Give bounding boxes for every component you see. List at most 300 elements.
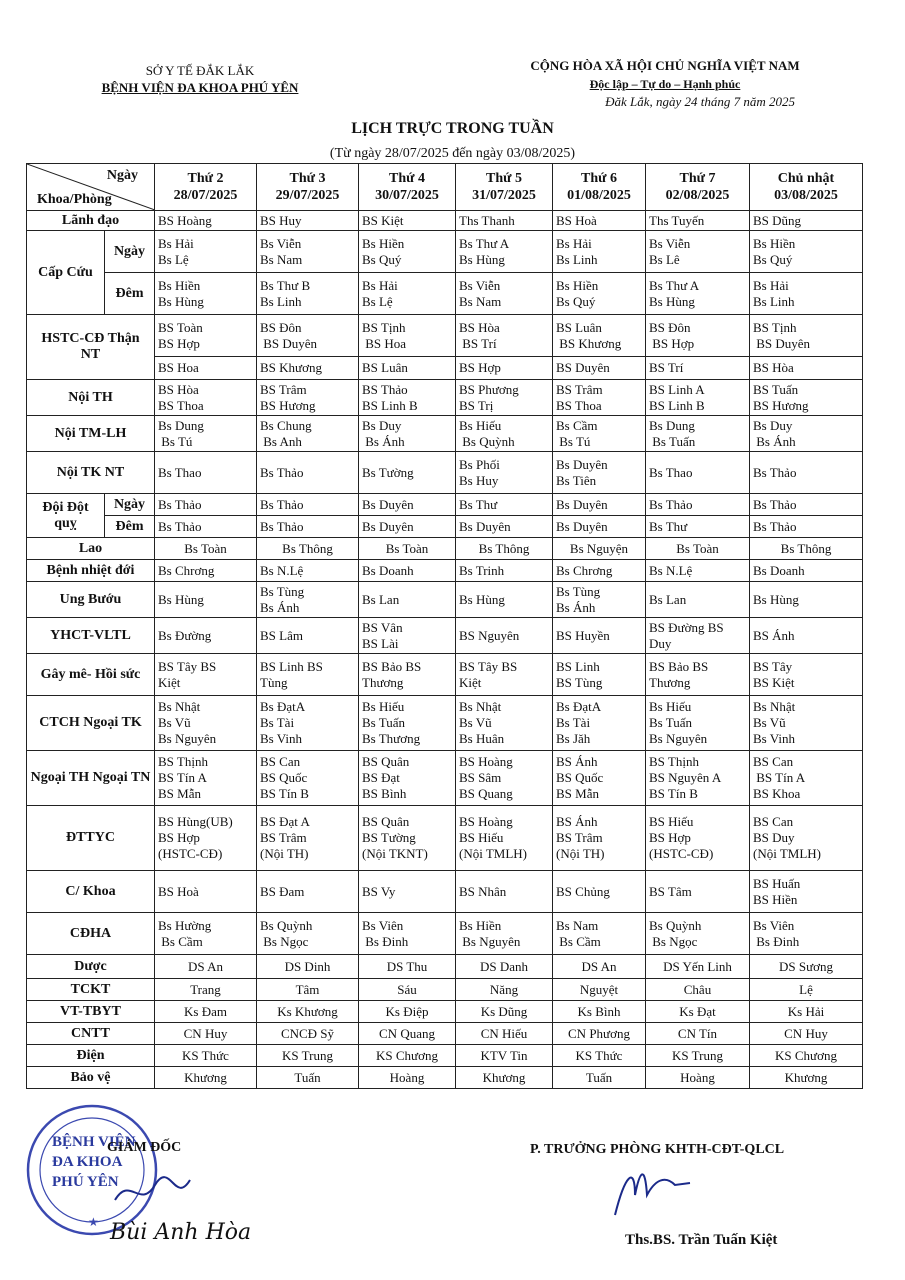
staff-name: BS Huấn — [753, 875, 801, 891]
staff-name: Ths Thanh — [459, 212, 515, 228]
department-name: CĐHA — [27, 913, 155, 955]
staff-name: BS Can — [753, 754, 794, 769]
staff-name: Bs Thư A — [649, 277, 700, 293]
staff-name: (Nội TH) — [260, 846, 309, 861]
table-row — [27, 871, 863, 913]
staff-name: (HSTC-CĐ) — [158, 846, 223, 861]
schedule-cell — [553, 751, 646, 806]
schedule-cell — [257, 416, 359, 452]
staff-name: Sáu — [397, 981, 417, 997]
schedule-cell — [553, 416, 646, 452]
staff-name: Ks Đam — [184, 1003, 227, 1019]
staff-name: Bs Huân — [459, 731, 505, 746]
staff-name: BS Hiền — [753, 891, 798, 907]
staff-name: Lệ — [799, 981, 813, 997]
table-header-row — [27, 164, 863, 211]
schedule-cell — [750, 618, 863, 654]
table-row — [27, 315, 863, 357]
schedule-cell — [155, 654, 257, 696]
staff-name: BS Duyên — [260, 335, 318, 351]
staff-name: Bs Duyên — [362, 518, 414, 534]
staff-name: BS Hòa — [158, 381, 199, 397]
staff-name: BS Tín B — [649, 786, 698, 801]
deputy-signature-icon — [605, 1155, 695, 1225]
schedule-cell — [553, 654, 646, 696]
staff-name: Bs Cầm — [556, 933, 601, 949]
table-row — [27, 231, 863, 273]
staff-name: DS Dinh — [284, 958, 331, 974]
staff-name: BS Luân — [556, 319, 602, 335]
schedule-cell — [553, 211, 646, 231]
staff-name: Bs Nam — [260, 251, 303, 267]
schedule-cell — [750, 654, 863, 696]
schedule-cell — [257, 494, 359, 516]
schedule-cell — [750, 211, 863, 231]
schedule-cell — [456, 380, 553, 416]
staff-name: Bs Doanh — [362, 562, 414, 578]
department-name: VT-TBYT — [27, 1001, 155, 1023]
staff-name: Bs Viễn — [459, 277, 501, 293]
schedule-cell — [257, 357, 359, 380]
staff-name: BS Ánh — [556, 754, 598, 769]
staff-name: BS Tường — [362, 830, 416, 845]
staff-name: Bs Nhật — [158, 699, 201, 714]
staff-name: BS Hợp — [158, 335, 200, 351]
staff-name: Bs Thảo — [260, 518, 304, 534]
staff-name: Bs Thảo — [649, 496, 693, 512]
staff-name: BS Quang — [459, 786, 513, 801]
staff-name: BS Trâm — [556, 830, 603, 845]
schedule-cell — [456, 452, 553, 494]
department-name: Bảo vệ — [27, 1067, 155, 1089]
staff-name: Bs Tuấn — [649, 433, 696, 449]
staff-name: Tuấn — [294, 1069, 321, 1085]
department-name: Điện — [27, 1045, 155, 1067]
staff-name: Bs Lệ — [362, 293, 393, 309]
staff-name: BS Tùng — [556, 674, 603, 690]
staff-name: BS Luân — [362, 360, 408, 375]
schedule-cell — [456, 806, 553, 871]
department-name: Dược — [27, 955, 155, 979]
staff-name: Bs Cầm — [158, 933, 203, 949]
schedule-cell — [456, 416, 553, 452]
schedule-cell — [646, 538, 750, 560]
schedule-cell — [646, 806, 750, 871]
schedule-cell — [155, 696, 257, 751]
staff-name: DS Thu — [386, 958, 428, 974]
staff-name: Bs Vũ — [459, 715, 492, 730]
schedule-cell — [359, 211, 456, 231]
schedule-cell — [257, 1001, 359, 1023]
staff-name: BS Tịnh — [753, 319, 797, 335]
staff-name: BS Nguyên — [459, 627, 520, 643]
staff-name: Bs Tú — [158, 433, 193, 449]
staff-name: Bs Hiền — [459, 917, 502, 933]
staff-name: DS An — [581, 958, 617, 974]
schedule-cell — [359, 273, 456, 315]
staff-name: Bs Viên — [753, 917, 795, 933]
schedule-cell — [155, 871, 257, 913]
schedule-cell — [553, 979, 646, 1001]
day-name: Thứ 2 — [187, 171, 224, 186]
staff-name: Bs Thông — [780, 540, 832, 556]
staff-name: Bs Duyên — [362, 496, 414, 512]
schedule-cell — [359, 979, 456, 1001]
staff-name: Bs Chrơng — [556, 562, 613, 578]
staff-name: BS Khương — [260, 360, 322, 375]
day-name: Thứ 3 — [289, 171, 326, 186]
staff-name: Tùng — [260, 674, 288, 690]
schedule-cell — [750, 380, 863, 416]
staff-name: Bs Ánh — [260, 599, 300, 615]
schedule-cell — [646, 1001, 750, 1023]
staff-name: BS Trí — [649, 360, 684, 375]
day-date: 28/07/2025 — [173, 188, 238, 203]
staff-name: BS Đạt A — [260, 814, 310, 829]
staff-name: BS Hiếu — [459, 830, 504, 845]
header-left — [80, 62, 320, 96]
document-date: Đăk Lắk, ngày 24 tháng 7 năm 2025 — [605, 94, 795, 109]
staff-name: Bs Hải — [556, 235, 592, 251]
schedule-cell — [155, 1023, 257, 1045]
page-title: LỊCH TRỰC TRONG TUẦN — [351, 120, 554, 137]
staff-name: Bs Thư — [649, 518, 688, 534]
schedule-cell — [155, 1045, 257, 1067]
staff-name: BS Ánh — [556, 814, 598, 829]
staff-name: Bs Toàn — [676, 540, 719, 556]
staff-name: Bs Hiền — [158, 277, 201, 293]
schedule-cell — [750, 955, 863, 979]
schedule-cell — [257, 211, 359, 231]
staff-name: Bs Thao — [158, 464, 202, 480]
staff-name: BS Quân — [362, 814, 410, 829]
staff-name: BS Linh BS — [260, 658, 323, 674]
schedule-cell — [359, 560, 456, 582]
schedule-cell — [257, 751, 359, 806]
staff-name: Bs Jăh — [556, 731, 591, 746]
staff-name: BS Mẫn — [556, 786, 599, 801]
staff-name: Bs Tùng — [260, 583, 305, 599]
staff-name: BS Linh B — [362, 397, 418, 413]
schedule-cell — [257, 1045, 359, 1067]
schedule-cell — [750, 416, 863, 452]
staff-name: BS Trâm — [556, 381, 603, 397]
schedule-cell — [750, 1045, 863, 1067]
schedule-cell — [553, 806, 646, 871]
staff-name: Bs Hùng — [753, 591, 799, 607]
schedule-cell — [646, 751, 750, 806]
staff-name: BS Thoa — [556, 397, 602, 413]
department-name: Bệnh nhiệt đới — [27, 560, 155, 582]
schedule-cell — [257, 618, 359, 654]
corner-day-label: Ngày — [106, 168, 138, 183]
schedule-cell — [553, 357, 646, 380]
staff-name: (Nội TKNT) — [362, 846, 428, 861]
schedule-cell — [257, 806, 359, 871]
staff-name: Bs Thảo — [753, 496, 797, 512]
staff-name: Bs Hải — [753, 277, 789, 293]
table-row — [27, 1001, 863, 1023]
schedule-cell — [359, 654, 456, 696]
staff-name: Bs Hùng — [158, 591, 204, 607]
department-name: ĐTTYC — [27, 806, 155, 871]
day-date: 29/07/2025 — [275, 188, 340, 203]
schedule-cell — [456, 618, 553, 654]
staff-name: Bs Thư — [459, 496, 498, 512]
day-header-5 — [553, 164, 646, 211]
day-header-2 — [257, 164, 359, 211]
staff-name: Bs Hùng — [158, 293, 204, 309]
schedule-cell — [456, 211, 553, 231]
department-name: C/ Khoa — [27, 871, 155, 913]
schedule-cell — [553, 1001, 646, 1023]
staff-name: Bs ĐạtA — [260, 699, 306, 714]
schedule-cell — [750, 538, 863, 560]
day-date: 31/07/2025 — [472, 188, 536, 203]
schedule-cell — [155, 806, 257, 871]
schedule-cell — [257, 1067, 359, 1089]
staff-name: Thương — [649, 674, 691, 690]
staff-name: BS Linh — [556, 658, 600, 674]
schedule-cell — [553, 538, 646, 560]
schedule-cell — [750, 913, 863, 955]
schedule-cell — [155, 1067, 257, 1089]
day-date: 02/08/2025 — [665, 188, 730, 203]
schedule-cell — [646, 871, 750, 913]
staff-name: BS Đường BS — [649, 619, 724, 635]
staff-name: BS Tâm — [649, 883, 692, 899]
department-name: Ung Bướu — [27, 582, 155, 618]
shift-name: Đêm — [105, 516, 155, 538]
staff-name: Bs Toàn — [385, 540, 429, 556]
schedule-cell — [646, 560, 750, 582]
staff-name: BS Tín A — [753, 770, 806, 785]
staff-name: BS Vy — [362, 883, 396, 899]
staff-name: BS Hợp — [649, 335, 695, 351]
table-row — [27, 380, 863, 416]
staff-name: Bs Thảo — [260, 496, 304, 512]
schedule-cell — [155, 452, 257, 494]
schedule-cell — [456, 871, 553, 913]
staff-name: KS Chương — [775, 1047, 837, 1063]
department-name: Đội Đột quỵ — [27, 494, 105, 538]
staff-name: CNCĐ Sỹ — [280, 1025, 335, 1041]
schedule-cell — [750, 516, 863, 538]
staff-name: KS Thức — [575, 1047, 623, 1063]
schedule-cell — [646, 380, 750, 416]
staff-name: Bs ĐạtA — [556, 699, 602, 714]
staff-name: BS Lài — [362, 635, 399, 651]
staff-name: BS Trâm — [260, 830, 307, 845]
staff-name: BS Quân — [362, 754, 410, 769]
staff-name: Bs Chrơng — [158, 562, 215, 578]
staff-name: Nguyệt — [579, 981, 619, 997]
staff-name: (Nội TMLH) — [459, 846, 528, 861]
staff-name: Bs Doanh — [753, 562, 805, 578]
staff-name: Bs Hải — [158, 235, 194, 251]
table-row — [27, 955, 863, 979]
schedule-cell — [750, 357, 863, 380]
staff-name: Bs Quý — [362, 251, 402, 267]
staff-name: BS Lâm — [260, 627, 303, 643]
director-signature-icon — [110, 1165, 200, 1215]
staff-name: BS Bảo BS — [362, 658, 422, 674]
staff-name: Bs Vũ — [158, 715, 191, 730]
schedule-cell — [553, 315, 646, 357]
staff-name: BS Thịnh — [158, 754, 208, 769]
staff-name: Bs Thương — [362, 731, 421, 746]
schedule-cell — [553, 696, 646, 751]
stamp-line-2: ĐA KHOA — [52, 1154, 123, 1170]
hospital-name: BỆNH VIỆN ĐA KHOA PHÚ YÊN — [101, 80, 299, 95]
staff-name: BS Đạt — [362, 770, 400, 785]
day-header-3 — [359, 164, 456, 211]
staff-name: Khương — [784, 1069, 828, 1085]
schedule-cell — [750, 871, 863, 913]
schedule-cell — [750, 1001, 863, 1023]
staff-name: Bs Ánh — [362, 433, 405, 449]
staff-name: BS Duyên — [556, 360, 610, 375]
schedule-cell — [646, 315, 750, 357]
staff-name: BS Đôn — [260, 319, 302, 335]
staff-name: Bs Thảo — [753, 518, 797, 534]
staff-name: Bs Duy — [362, 417, 402, 433]
staff-name: BS Tây — [753, 658, 793, 674]
schedule-cell — [257, 1023, 359, 1045]
schedule-cell — [646, 582, 750, 618]
day-header-1 — [155, 164, 257, 211]
schedule-cell — [359, 618, 456, 654]
department-name: CTCH Ngoại TK — [27, 696, 155, 751]
schedule-cell — [646, 211, 750, 231]
staff-name: Bs Anh — [260, 433, 302, 449]
staff-name: Năng — [489, 981, 519, 997]
day-date: 03/08/2025 — [774, 188, 838, 203]
schedule-cell — [456, 1023, 553, 1045]
staff-name: BS Chủng — [556, 883, 610, 899]
staff-name: Bs Quý — [556, 293, 596, 309]
staff-name: BS Sâm — [459, 770, 502, 785]
staff-name: (Nội TMLH) — [753, 846, 822, 861]
schedule-cell — [359, 416, 456, 452]
schedule-cell — [646, 979, 750, 1001]
staff-name: BS Nguyên A — [649, 770, 722, 785]
department-name: Lao — [27, 538, 155, 560]
deputy-head-title: P. TRƯỞNG PHÒNG KHTH-CĐT-QLCL — [530, 1142, 785, 1157]
day-name: Chủ nhật — [777, 171, 835, 186]
staff-name: BS Đam — [260, 883, 305, 899]
staff-name: Bs Hiền — [362, 235, 405, 251]
staff-name: BS Hương — [753, 397, 809, 413]
table-row — [27, 560, 863, 582]
schedule-cell — [257, 696, 359, 751]
motto: Độc lập – Tự do – Hạnh phúc — [589, 77, 741, 91]
staff-name: Bs Thảo — [158, 496, 202, 512]
schedule-cell — [553, 1023, 646, 1045]
schedule-cell — [155, 273, 257, 315]
schedule-cell — [646, 516, 750, 538]
staff-name: BS Hương — [260, 397, 316, 413]
schedule-cell — [553, 273, 646, 315]
schedule-cell — [359, 231, 456, 273]
department-name: Ngoại TH Ngoại TN — [27, 751, 155, 806]
schedule-cell — [456, 231, 553, 273]
staff-name: (Nội TH) — [556, 846, 605, 861]
staff-name: BS Hoàng — [459, 814, 513, 829]
staff-name: KTV Tin — [480, 1047, 528, 1063]
table-row — [27, 494, 863, 516]
staff-name: Bs Hiếu — [362, 699, 405, 714]
schedule-cell — [750, 1023, 863, 1045]
schedule-cell — [257, 979, 359, 1001]
schedule-cell — [155, 1001, 257, 1023]
day-name: Thứ 4 — [388, 171, 426, 186]
staff-name: Bs Nguyện — [569, 540, 629, 556]
table-row — [27, 1045, 863, 1067]
staff-name: Bs Ánh — [753, 433, 796, 449]
schedule-cell — [155, 913, 257, 955]
schedule-cell — [553, 231, 646, 273]
schedule-cell — [456, 1067, 553, 1089]
staff-name: Bs Thảo — [753, 464, 797, 480]
staff-name: Bs Vinh — [260, 731, 302, 746]
schedule-cell — [646, 654, 750, 696]
day-date: 30/07/2025 — [375, 188, 439, 203]
staff-name: Bs Nhật — [753, 699, 796, 714]
schedule-cell — [553, 494, 646, 516]
schedule-cell — [359, 955, 456, 979]
staff-name: KS Trung — [672, 1047, 723, 1063]
staff-name: Bs Lan — [362, 591, 400, 607]
schedule-cell — [359, 1001, 456, 1023]
staff-name: Bs Thông — [282, 540, 333, 556]
department-name: Nội TH — [27, 380, 155, 416]
staff-name: Bs Ngọc — [649, 933, 698, 949]
schedule-cell — [456, 582, 553, 618]
staff-name: Bs Viên — [362, 917, 404, 933]
staff-name: Bs Tiên — [556, 472, 597, 488]
staff-name: BS Huyền — [556, 627, 610, 643]
staff-name: BS Tịnh — [362, 319, 406, 335]
staff-name: Ks Đạt — [679, 1003, 716, 1019]
staff-name: Bs Tài — [260, 715, 295, 730]
staff-name: DS An — [187, 958, 224, 974]
staff-name: BS Thoa — [158, 397, 204, 413]
schedule-cell — [553, 913, 646, 955]
table-row — [27, 538, 863, 560]
staff-name: BS Hiếu — [649, 814, 694, 829]
staff-name: Bs Tài — [556, 715, 591, 730]
schedule-cell — [359, 582, 456, 618]
staff-name: BS Mẫn — [158, 786, 201, 801]
staff-name: Bs Đường — [158, 627, 212, 643]
staff-name: Bs Viễn — [649, 235, 691, 251]
schedule-cell — [456, 494, 553, 516]
director-name: Bùi Anh Hòa — [110, 1220, 252, 1245]
schedule-cell — [750, 1067, 863, 1089]
staff-name: Bs Hiếu — [649, 699, 692, 714]
staff-name: BS Trị — [459, 397, 494, 413]
schedule-cell — [155, 357, 257, 380]
department-name: Cấp Cứu — [27, 231, 105, 315]
table-row — [27, 273, 863, 315]
staff-name: Bs Vinh — [753, 731, 795, 746]
staff-name: BS Duy — [753, 830, 795, 845]
staff-name: Bs Ánh — [556, 599, 596, 615]
table-row — [27, 806, 863, 871]
schedule-cell — [456, 979, 553, 1001]
staff-name: Bs Lan — [649, 591, 687, 607]
